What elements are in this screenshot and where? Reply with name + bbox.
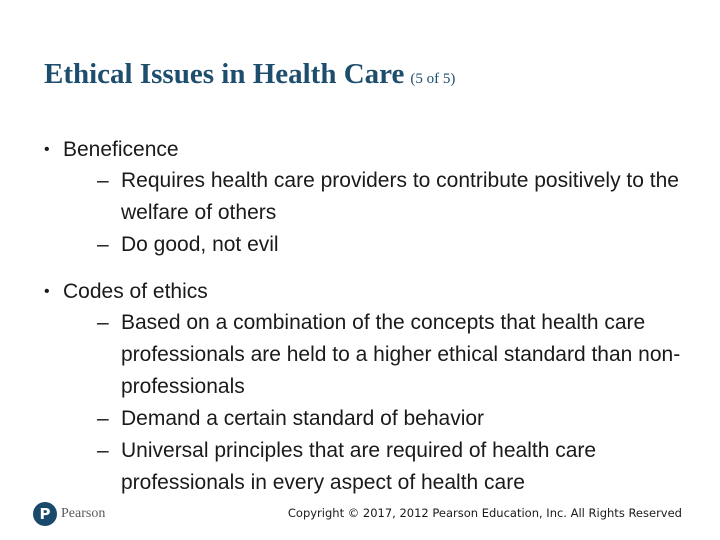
sub-item-text: Universal principles that are required of health care professionals in every aspect of health care bbox=[121, 439, 597, 494]
sub-item bbox=[63, 307, 694, 403]
slide-content bbox=[44, 134, 694, 499]
dash-icon: – bbox=[97, 169, 109, 192]
dash-icon: – bbox=[97, 233, 109, 256]
sub-item bbox=[63, 165, 694, 229]
sub-item-text: Do good, not evil bbox=[121, 233, 279, 256]
sub-item bbox=[63, 229, 694, 261]
bullet-dot-icon: • bbox=[44, 141, 50, 158]
pearson-logo-icon: P bbox=[33, 502, 57, 526]
dash-icon: – bbox=[97, 439, 109, 462]
slide-title bbox=[44, 58, 455, 91]
bullet-dot-icon: • bbox=[44, 283, 50, 300]
bullet-label: Beneficence bbox=[63, 138, 179, 161]
sub-list bbox=[63, 165, 694, 261]
sub-item bbox=[63, 403, 694, 435]
sub-item-text: Demand a certain standard of behavior bbox=[121, 407, 485, 430]
copyright-notice: Copyright © 2017, 2012 Pearson Education, Inc. All Rights Reserved bbox=[287, 506, 682, 520]
bullet-codes-of-ethics bbox=[44, 276, 694, 499]
slide-counter: (5 of 5) bbox=[410, 71, 456, 87]
footer bbox=[0, 494, 720, 540]
slide-title-text: Ethical Issues in Health Care bbox=[44, 58, 405, 90]
sub-list bbox=[63, 307, 694, 499]
bullet-label: Codes of ethics bbox=[63, 280, 208, 303]
pearson-wordmark: Pearson bbox=[61, 506, 106, 521]
sub-item-text: Based on a combination of the concepts that health care professionals are held to a higher ethical standard than non-professionals bbox=[121, 311, 681, 398]
sub-item bbox=[63, 435, 694, 499]
pearson-logo bbox=[33, 502, 105, 526]
dash-icon: – bbox=[97, 407, 109, 430]
sub-item-text: Requires health care providers to contribute positively to the welfare of others bbox=[121, 169, 679, 224]
bullet-beneficence bbox=[44, 134, 694, 261]
dash-icon: – bbox=[97, 311, 109, 334]
